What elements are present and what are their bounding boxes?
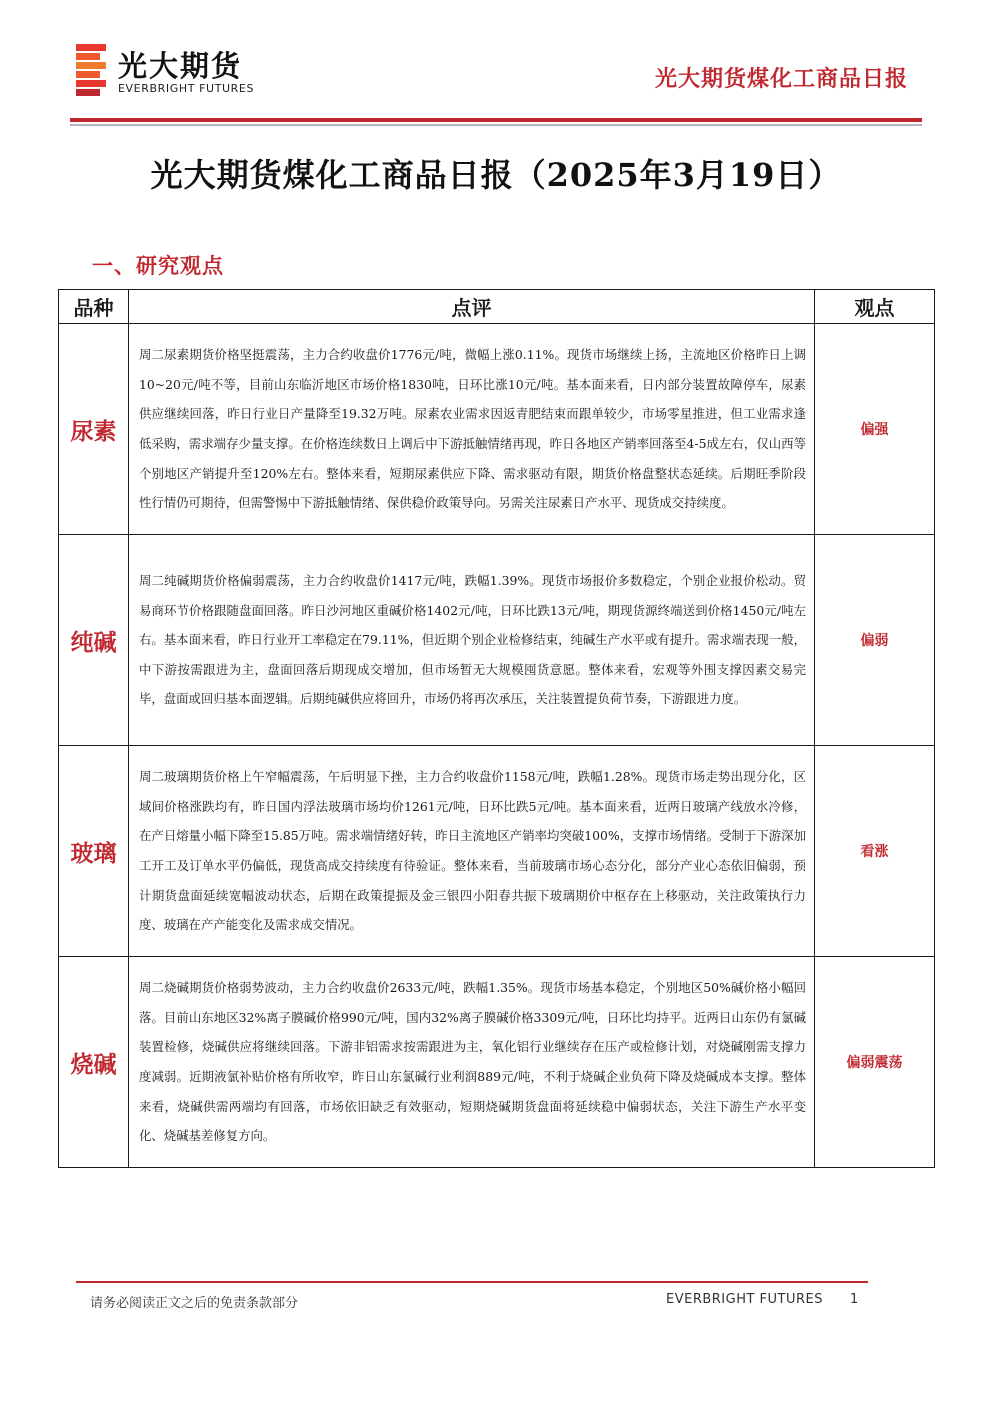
column-header-comment: 点评 — [129, 290, 815, 324]
research-views-table — [58, 289, 935, 1168]
comment-cell: 周二纯碱期货价格偏弱震荡，主力合约收盘价1417元/吨，跌幅1.39%。现货市场报价多数稳定，个别企业报价松动。贸易商环节价格跟随盘面回落。昨日沙河地区重碱价格1402元/吨，日环比跌13元/吨，期现货源终端送到价格1450元/吨左右。基本面来看，昨日行业开工率稳定在79.11%，但近期个别企业检修结束，纯碱生产水平或有提升。需求端表现一般，中下游按需跟进为主，盘面回落后期现成交增加，但市场暂无大规模囤货意愿。整体来看，宏观等外围支撑因素交易完毕，盘面或回归基本面逻辑。后期纯碱供应将回升，市场仍将再次承压，关注装置提负荷节奏，下游跟进力度。 — [129, 535, 815, 746]
view-cell: 偏强 — [815, 324, 935, 535]
header-divider-red — [70, 118, 922, 122]
footer-brand: EVERBRIGHT FUTURES — [666, 1292, 824, 1307]
variety-cell: 玻璃 — [59, 746, 129, 957]
header-divider-gray — [70, 124, 922, 126]
view-cell: 偏弱 — [815, 535, 935, 746]
table-header-row — [59, 290, 935, 324]
report-header-title: 光大期货煤化工商品日报 — [654, 66, 908, 92]
view-cell: 看涨 — [815, 746, 935, 957]
comment-cell: 周二烧碱期货价格弱势波动，主力合约收盘价2633元/吨，跌幅1.35%。现货市场基本稳定，个别地区50%碱价格小幅回落。目前山东地区32%离子膜碱价格990元/吨，国内32%离子膜碱价格3309元/吨，日环比均持平。近两日山东仍有氯碱装置检修，烧碱供应将继续回落。下游非铝需求按需跟进为主，氧化铝行业继续存在压产或检修计划，对烧碱刚需支撑力度减弱。近期液氯补贴价格有所收窄，昨日山东氯碱行业利润889元/吨，不利于烧碱企业负荷下降及烧碱成本支撑。整体来看，烧碱供需两端均有回落，市场依旧缺乏有效驱动，短期烧碱期货盘面将延续稳中偏弱状态，关注下游生产水平变化、烧碱基差修复方向。 — [129, 957, 815, 1168]
table-row — [59, 746, 935, 957]
footer-divider — [76, 1281, 868, 1283]
logo-english-text: EVERBRIGHT FUTURES — [118, 82, 255, 95]
view-cell: 偏弱震荡 — [815, 957, 935, 1168]
table-row — [59, 324, 935, 535]
variety-cell: 烧碱 — [59, 957, 129, 1168]
document-title: 光大期货煤化工商品日报（2025年3月19日） — [150, 156, 842, 194]
comment-cell: 周二玻璃期货价格上午窄幅震荡，午后明显下挫，主力合约收盘价1158元/吨，跌幅1.28%。现货市场走势出现分化，区域间价格涨跌均有，昨日国内浮法玻璃市场均价1261元/吨，日环比跌5元/吨。基本面来看，近两日玻璃产线放水冷修，在产日熔量小幅下降至15.85万吨。需求端情绪好转，昨日主流地区产销率均突破100%，支撑市场情绪。受制于下游深加工开工及订单水平仍偏低，现货高成交持续度有待验证。整体来看，当前玻璃市场心态分化，部分产业心态依旧偏弱，预计期货盘面延续宽幅波动状态，后期在政策提振及金三银四小阳春共振下玻璃期价中枢存在上移驱动，关注政策执行力度、玻璃在产产能变化及需求成交情况。 — [129, 746, 815, 957]
variety-cell: 纯碱 — [59, 535, 129, 746]
logo-chinese-text: 光大期货 — [118, 49, 243, 83]
column-header-view: 观点 — [815, 290, 935, 324]
everbright-logo-icon — [76, 44, 106, 98]
table-row — [59, 957, 935, 1168]
section-heading: 一、研究观点 — [92, 253, 224, 278]
table-row — [59, 535, 935, 746]
page-header — [0, 0, 992, 130]
page-number: 1 — [850, 1292, 859, 1307]
variety-cell: 尿素 — [59, 324, 129, 535]
comment-cell: 周二尿素期货价格坚挺震荡，主力合约收盘价1776元/吨，微幅上涨0.11%。现货市场继续上扬，主流地区价格昨日上调10~20元/吨不等，目前山东临沂地区市场价格1830吨，日环比涨10元/吨。基本面来看，日内部分装置故障停车，尿素供应继续回落，昨日行业日产量降至19.32万吨。尿素农业需求因返青肥结束而跟单较少，市场零星推进，但工业需求逢低采购，需求端存少量支撑。在价格连续数日上调后中下游抵触情绪再现，昨日各地区产销率回落至4-5成左右，仅山西等个别地区产销提升至120%左右。整体来看，短期尿素供应下降、需求驱动有限，期货价格盘整状态延续。后期旺季阶段性行情仍可期待，但需警惕中下游抵触情绪、保供稳价政策导向。另需关注尿素日产水平、现货成交持续度。 — [129, 324, 815, 535]
column-header-variety: 品种 — [59, 290, 129, 324]
footer-disclaimer: 请务必阅读正文之后的免责条款部分 — [90, 1296, 299, 1311]
